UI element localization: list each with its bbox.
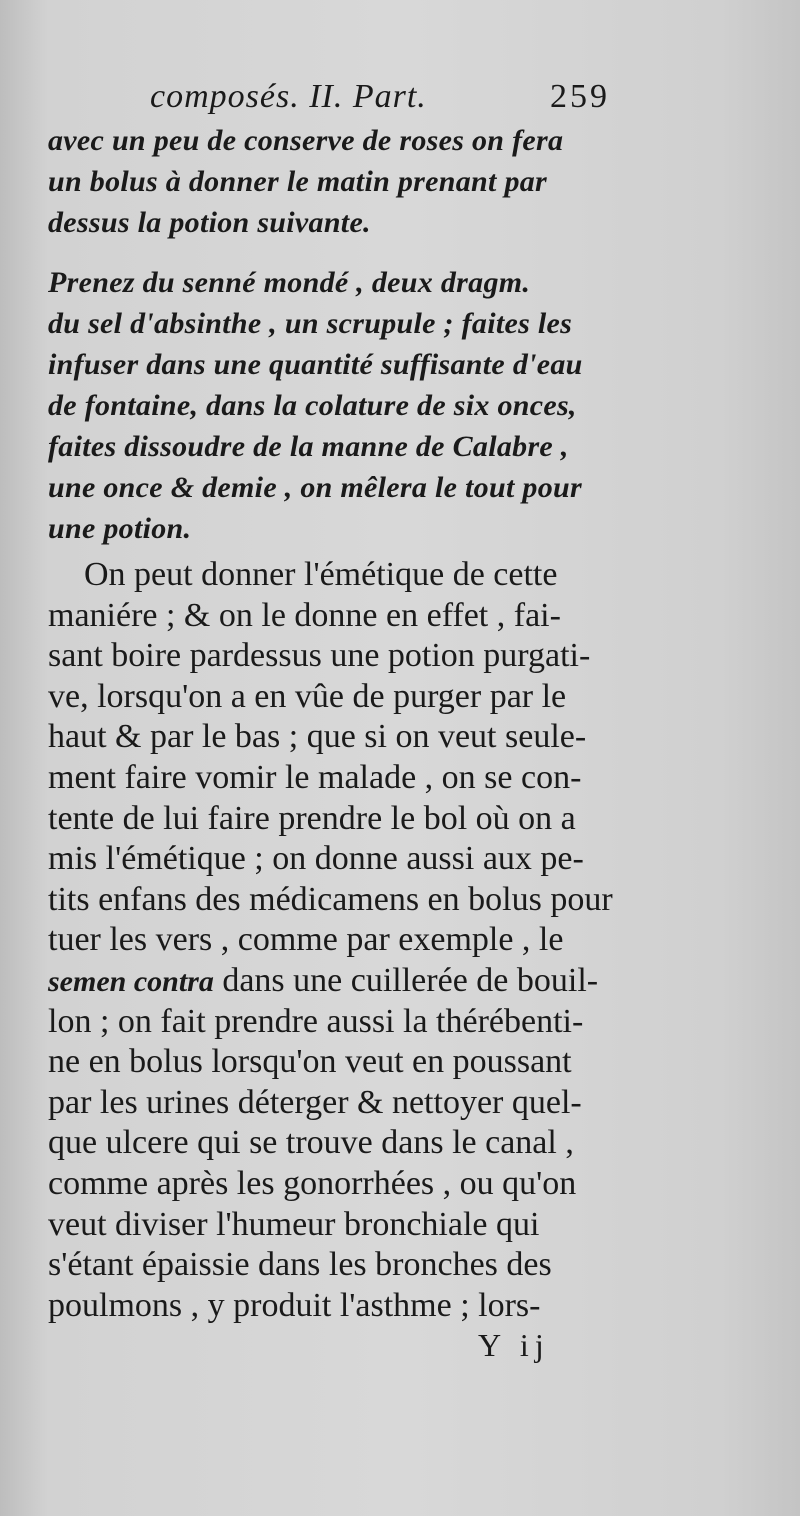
text-line: ve, lorsqu'on a en vûe de purger par le: [48, 677, 567, 715]
text-line: Prenez du senné mondé , deux dragm.: [48, 266, 531, 299]
text-line: dessus la potion suivante.: [48, 206, 371, 239]
text-line: haut & par le bas ; que si on veut seule-: [48, 718, 587, 756]
text-line: tuer les vers , comme par exemple , le: [48, 921, 564, 959]
text-line: [48, 961, 623, 1002]
text-line: tente de lui faire prendre le bol où on a: [48, 799, 576, 837]
text-line: avec un peu de conserve de roses on fera: [48, 124, 564, 157]
text-line: maniére ; & on le donne en effet , fai-: [48, 596, 561, 634]
text-line: une once & demie , on mêlera le tout pour: [48, 471, 582, 504]
text-line: ment faire vomir le malade , on se con-: [48, 758, 582, 796]
text-fragment: dans une cuillerée de bouil-: [213, 961, 599, 999]
text-line: sant boire pardessus une potion purgati-: [48, 637, 591, 675]
text-line: du sel d'absinthe , un scrupule ; faites les: [48, 307, 573, 340]
text-line: poulmons , y produit l'asthme ; lors-: [48, 1286, 541, 1324]
prescription-paragraph-2: [48, 262, 618, 549]
text-line: On peut donner l'émétique de cette: [84, 556, 558, 593]
page-number: 259: [550, 78, 610, 115]
text-line: comme après les gonorrhées , ou qu'on: [48, 1164, 577, 1202]
text-line: mis l'émétique ; on donne aussi aux pe-: [48, 840, 584, 878]
text-line: s'étant épaissie dans les bronches des: [48, 1246, 552, 1284]
text-line: par les urines déterger & nettoyer quel-: [48, 1083, 582, 1121]
text-line: ne en bolus lorsqu'on veut en poussant: [48, 1043, 572, 1081]
italic-term: semen contra: [48, 964, 214, 998]
text-line: de fontaine, dans la colature de six onces,: [48, 389, 577, 422]
text-line: veut diviser l'humeur bronchiale qui: [48, 1205, 540, 1243]
signature-mark: Y ij: [478, 1327, 550, 1363]
prescription-paragraph-1: [48, 120, 618, 243]
text-line: lon ; on fait prendre aussi la thérébenti-: [48, 1002, 584, 1040]
text-line: faites dissoudre de la manne de Calabre ,: [48, 430, 569, 463]
text-line: tits enfans des médicamens en bolus pour: [48, 880, 613, 918]
text-line: un bolus à donner le matin prenant par: [48, 165, 548, 198]
running-title: composés. II. Part.: [150, 78, 427, 115]
body-paragraph: [48, 555, 623, 1326]
text-line: une potion.: [48, 512, 192, 545]
text-line: que ulcere qui se trouve dans le canal ,: [48, 1124, 574, 1162]
running-header: [150, 72, 610, 122]
text-line: infuser dans une quantité suffisante d'eau: [48, 348, 583, 381]
